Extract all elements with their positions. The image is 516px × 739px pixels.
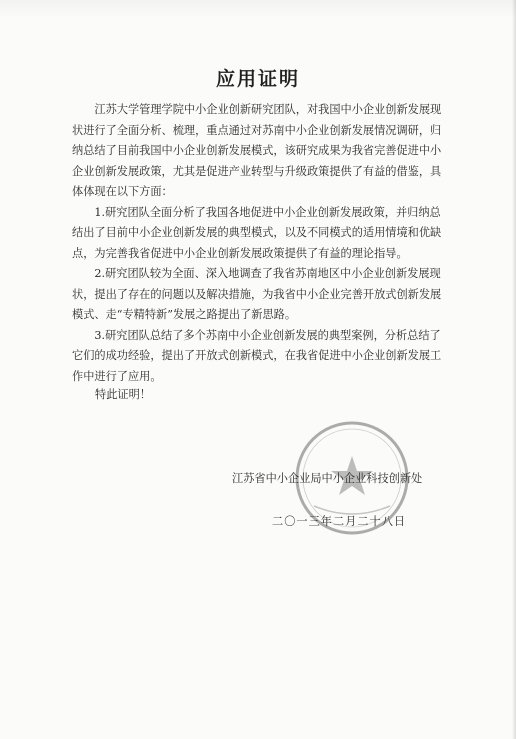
point-2-paragraph: 2.研究团队较为全面、深入地调查了我省苏南地区中小企业创新发展现状，提出了存在的问题以及解决措施，为我省中小企业完善开放式创新发展模式、走“专精特新”发展之路提出了新思路。 — [72, 267, 442, 321]
issuer-name: 江苏省中小企业局中小企业科技创新处 — [232, 472, 423, 485]
intro-paragraph: 江苏大学管理学院中小企业创新研究团队，对我国中小企业创新发展现状进行了全面分析、梳理，重点通过对苏南中小企业创新发展情况调研，归纳总结了目前我国中小企业创新发展模式，该研究成果为我省完善促进中小企业创新发展政策，尤其是促进产业转型与升级政策提供了有益的借鉴，具体体现在以下方面： — [72, 103, 442, 198]
document-body — [72, 100, 447, 387]
point-1-paragraph: 1.研究团队全面分析了我国各地促进中小企业创新发展政策，并归纳总结出了目前中小企业创新发展的典型模式，以及不同模式的适用情境和优缺点，为完善我省促进中小企业创新发展政策提供了有益的理论指导。 — [72, 205, 442, 260]
scan-shadow-right — [512, 0, 516, 739]
point-3-paragraph: 3.研究团队总结了多个苏南中小企业创新发展的典型案例，分析总结了它们的成功经验，提出了开放式创新模式，在我省促进中小企业创新发展工作中进行了应用。 — [72, 328, 442, 383]
scan-shadow-top — [0, 0, 516, 18]
document-title: 应用证明 — [215, 68, 300, 90]
issue-date: 二〇一三年二月二十八日 — [272, 515, 407, 528]
closing-statement: 特此证明！ — [95, 388, 151, 401]
